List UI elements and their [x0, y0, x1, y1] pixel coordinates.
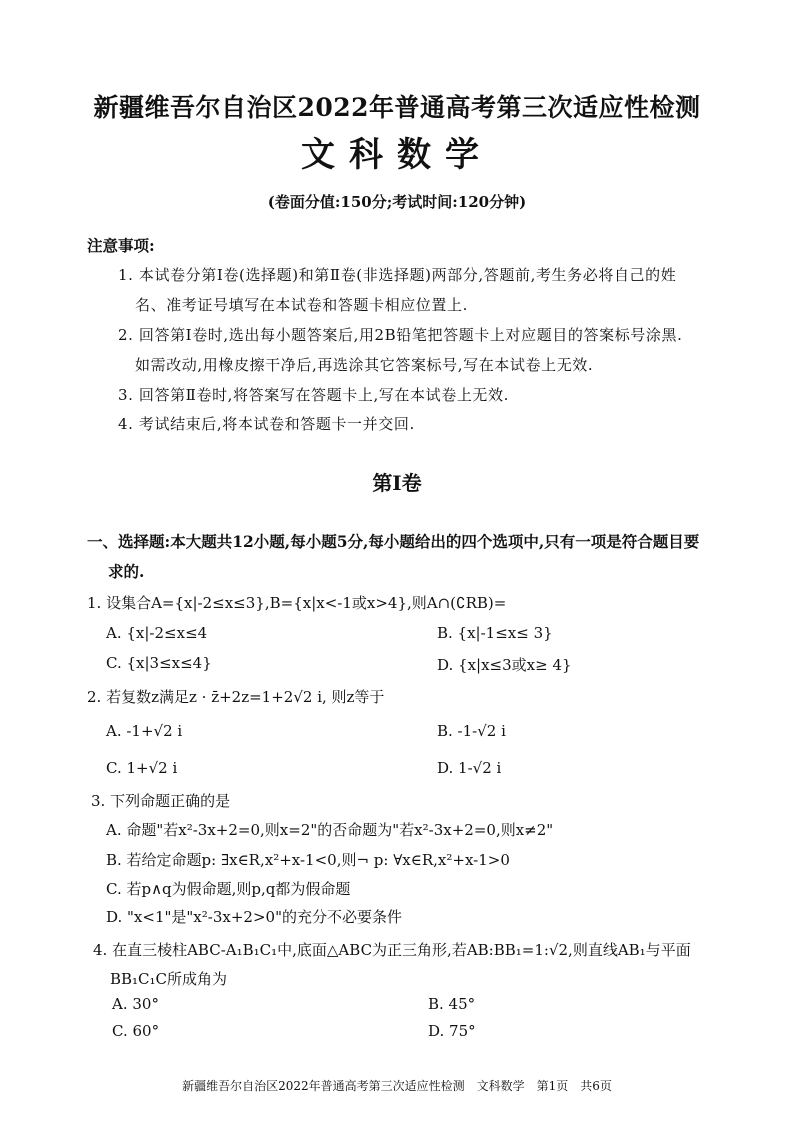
notice-item: 2. 回答第Ⅰ卷时,选出每小题答案后,用2B铅笔把答题卡上对应题目的答案标号涂黑.: [118, 326, 683, 344]
question-4-option-b: B. 45°: [428, 995, 476, 1013]
question-1-option-d: D. {x|x≤3或x≥ 4}: [437, 656, 572, 674]
notice-item: 如需改动,用橡皮擦干净后,再选涂其它答案标号,写在本试卷上无效.: [135, 356, 594, 374]
section-heading: 一、选择题:本大题共12小题,每小题5分,每小题给出的四个选项中,只有一项是符合题目要: [87, 532, 700, 551]
subject-title: 文科数学: [301, 135, 493, 175]
question-3-option-a: A. 命题"若x²-3x+2=0,则x=2"的否命题为"若x²-3x+2=0,则x≠2": [106, 821, 554, 839]
section-heading-cont: 求的.: [108, 562, 145, 581]
question-3-option-b: B. 若给定命题p: ∃x∈R,x²+x-1<0,则¬ p: ∀x∈R,x²+x-1>0: [106, 851, 510, 869]
question-3-option-c: C. 若p∧q为假命题,则p,q都为假命题: [106, 880, 351, 898]
question-2-option-b: B. -1-√2 i: [437, 722, 506, 740]
question-2-option-d: D. 1-√2 i: [437, 759, 502, 777]
notice-item: 4. 考试结束后,将本试卷和答题卡一并交回.: [118, 415, 415, 433]
question-4-option-d: D. 75°: [428, 1022, 476, 1040]
exam-title: 新疆维吾尔自治区2022年普通高考第三次适应性检测: [93, 93, 701, 122]
question-3-option-d: D. "x<1"是"x²-3x+2>0"的充分不必要条件: [106, 908, 402, 926]
question-1-option-a: A. {x|-2≤x≤4: [106, 624, 208, 642]
notice-heading: 注意事项:: [87, 236, 155, 255]
question-3-stem: 3. 下列命题正确的是: [91, 792, 231, 810]
question-2-stem: 2. 若复数z满足z · z̄+2z=1+2√2 i, 则z等于: [87, 688, 385, 706]
volume-title: 第Ⅰ卷: [372, 471, 422, 495]
notice-item: 名、准考证号填写在本试卷和答题卡相应位置上.: [135, 296, 468, 314]
exam-meta: (卷面分值:150分;考试时间:120分钟): [267, 193, 527, 211]
question-2-option-c: C. 1+√2 i: [106, 759, 178, 777]
page-footer: 新疆维吾尔自治区2022年普通高考第三次适应性检测 文科数学 第1页 共6页: [182, 1079, 612, 1093]
question-1-stem: 1. 设集合A={x|-2≤x≤3},B={x|x<-1或x>4},则A∩(∁RB)=: [87, 594, 507, 612]
question-2-option-a: A. -1+√2 i: [106, 722, 183, 740]
question-4-stem: 4. 在直三棱柱ABC-A₁B₁C₁中,底面△ABC为正三角形,若AB:BB₁=1:√2,则直线AB₁与平面: [93, 941, 691, 959]
question-1-option-c: C. {x|3≤x≤4}: [106, 654, 212, 672]
question-4-option-c: C. 60°: [112, 1022, 160, 1040]
question-4-stem-cont: BB₁C₁C所成角为: [110, 970, 228, 988]
notice-item: 3. 回答第Ⅱ卷时,将答案写在答题卡上,写在本试卷上无效.: [118, 386, 509, 404]
question-1-option-b: B. {x|-1≤x≤ 3}: [437, 624, 553, 642]
question-4-option-a: A. 30°: [112, 995, 159, 1013]
notice-item: 1. 本试卷分第Ⅰ卷(选择题)和第Ⅱ卷(非选择题)两部分,答题前,考生务必将自己的姓: [118, 266, 677, 284]
